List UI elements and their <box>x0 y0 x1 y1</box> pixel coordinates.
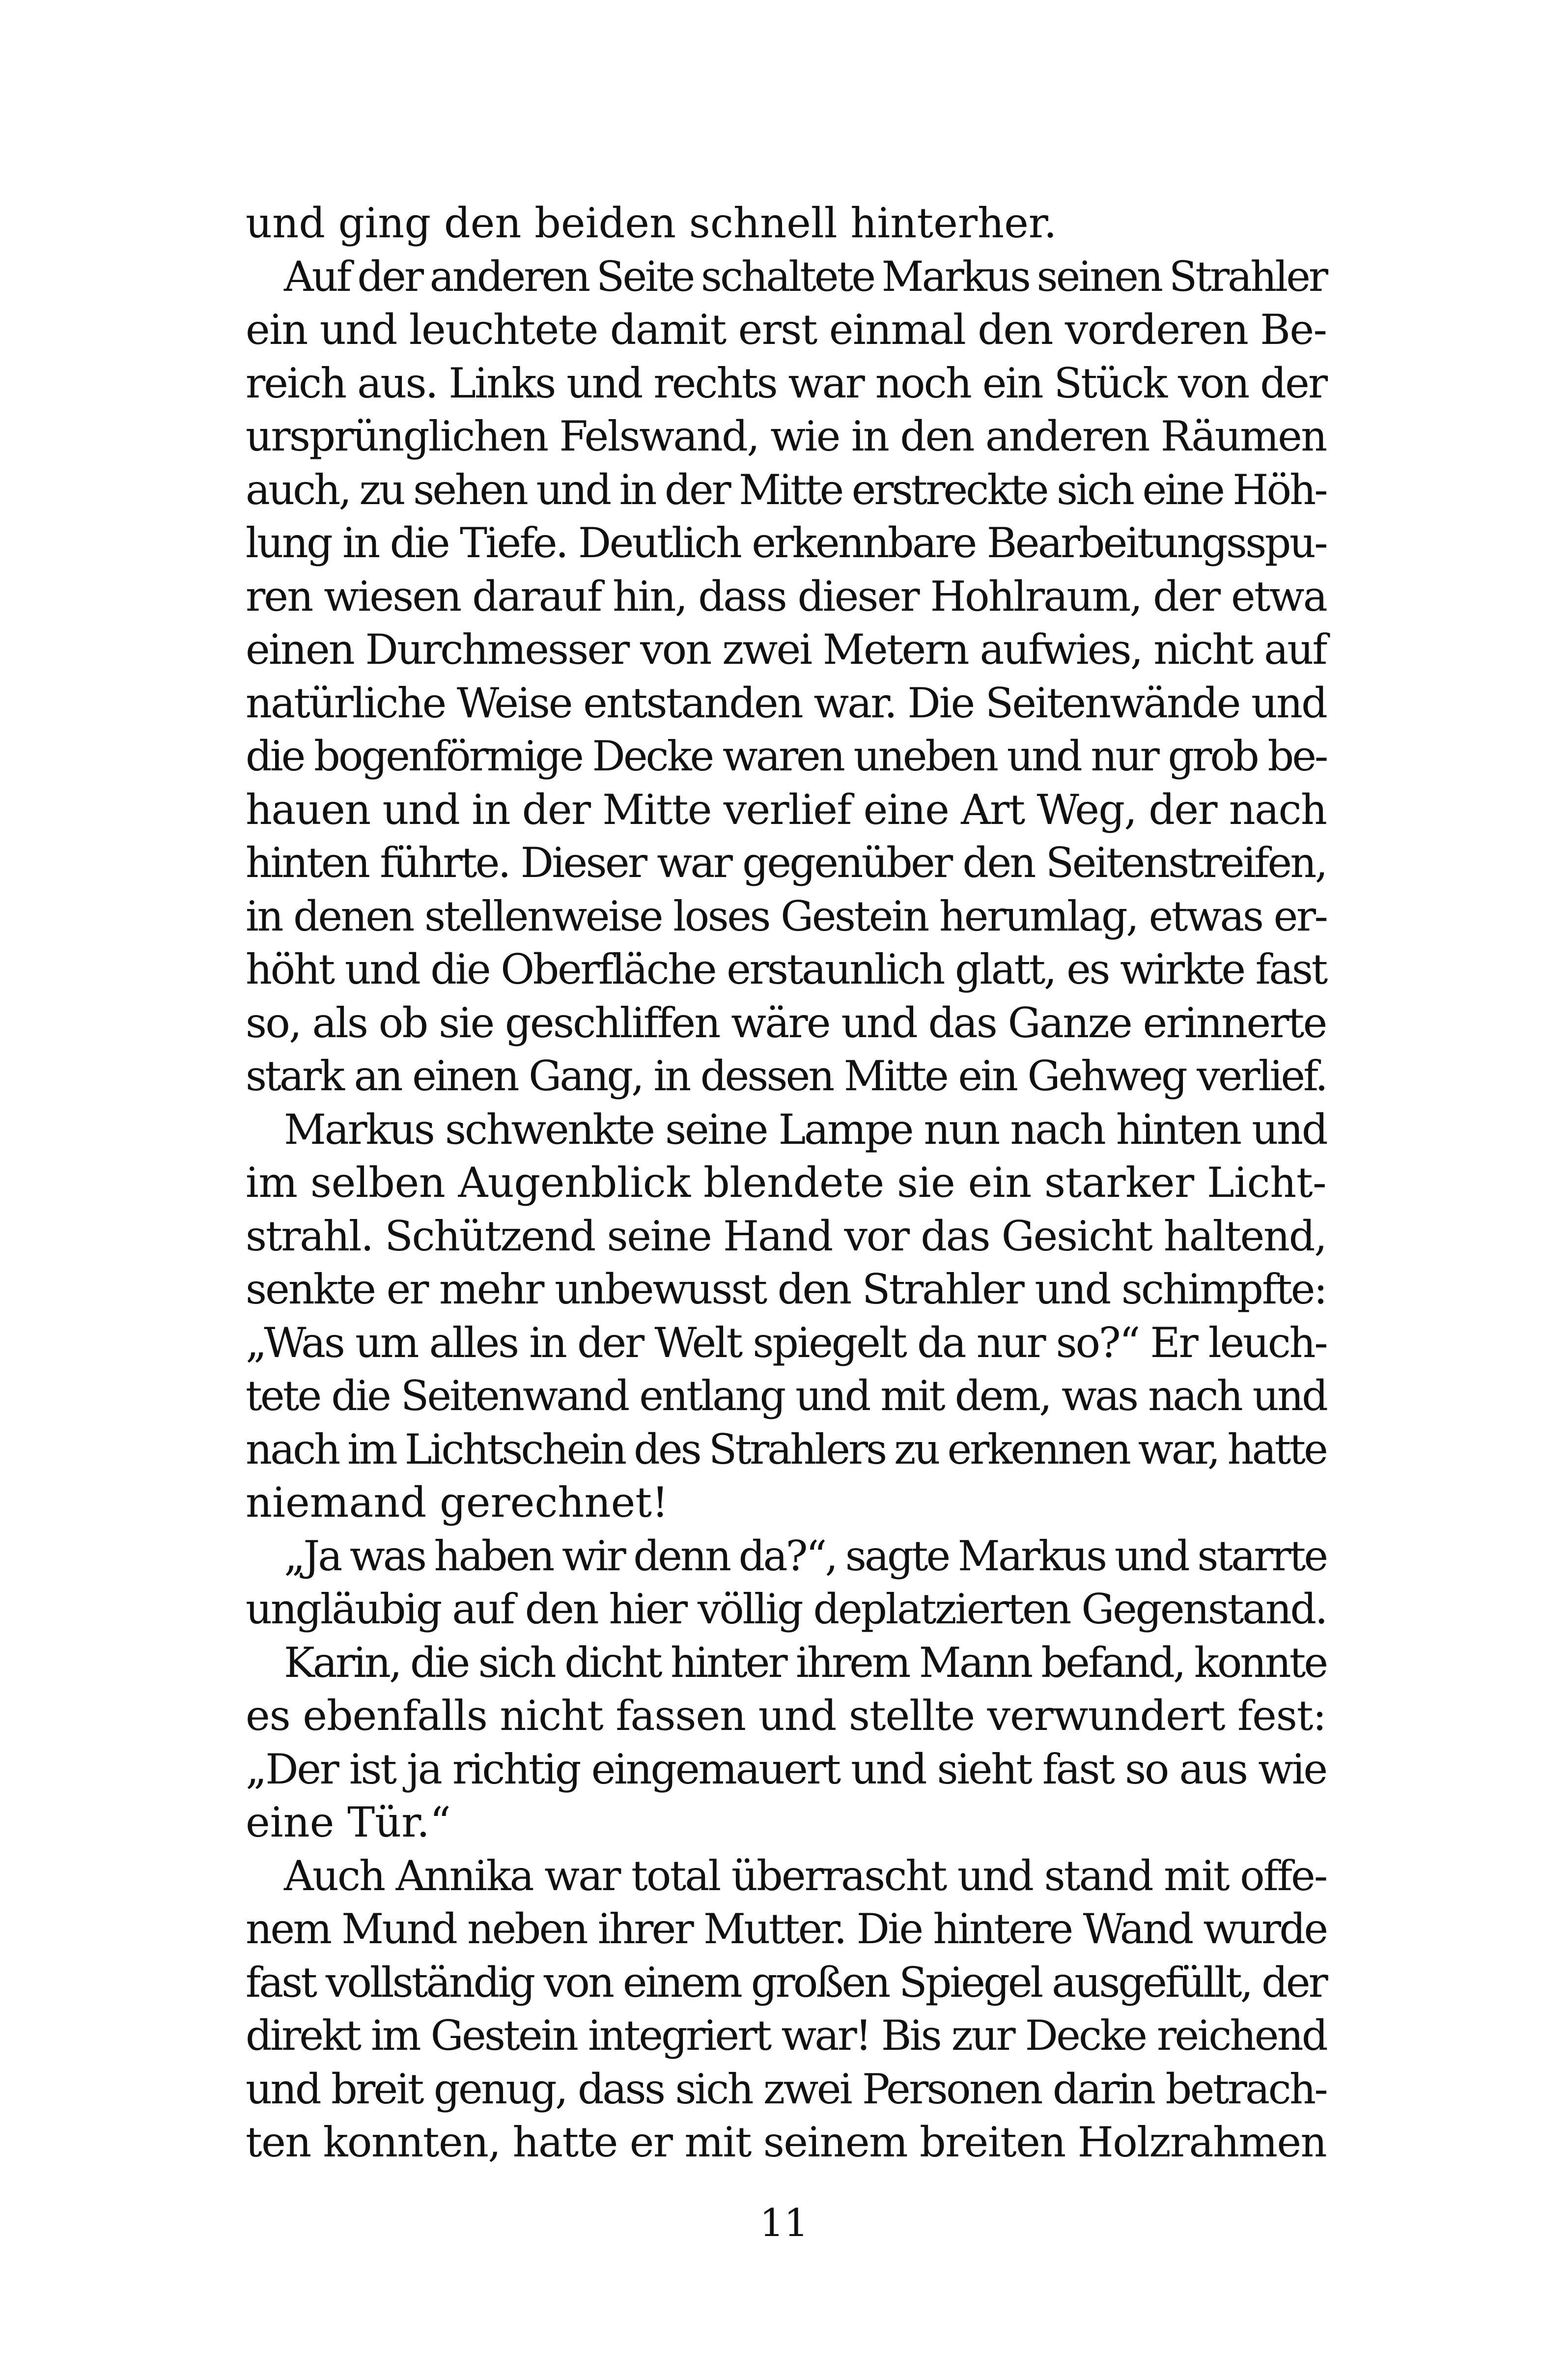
text-line: es ebenfalls nicht fassen und stellte verwundert fest: <box>246 1692 1326 1740</box>
text-line: tete die Seitenwand entlang und mit dem, was nach und <box>246 1372 1326 1420</box>
text-line: fast vollständig von einem großen Spiegel ausgefüllt, der <box>246 1958 1326 2007</box>
text-line: hinten führte. Dieser war gegenüber den Seitenstreifen, <box>246 839 1326 887</box>
text-line: niemand gerechnet! <box>246 1478 669 1527</box>
text-line: „Was um alles in der Welt spiegelt da nur so?“ Er leuch- <box>246 1319 1327 1367</box>
text-line: im selben Augenblick blendete sie ein starker Licht- <box>246 1159 1327 1207</box>
text-line: nem Mund neben ihrer Mutter. Die hintere Wand wurde <box>246 1905 1327 1953</box>
text-line: ein und leuchtete damit erst einmal den vorderen Be- <box>246 306 1327 354</box>
text-line: eine Tür.“ <box>246 1798 451 1846</box>
text-line: strahl. Schützend seine Hand vor das Gesicht haltend, <box>246 1212 1326 1260</box>
text-line: auch, zu sehen und in der Mitte erstreckte sich eine Höh- <box>246 466 1326 514</box>
text-line: ungläubig auf den hier völlig deplatzierten Gegenstand. <box>246 1585 1327 1633</box>
text-line: natürliche Weise entstanden war. Die Seitenwände und <box>246 679 1326 727</box>
text-line: Markus schwenkte seine Lampe nun nach hinten und <box>284 1105 1327 1154</box>
text-line: Karin, die sich dicht hinter ihrem Mann befand, konnte <box>284 1639 1327 1687</box>
text-line: einen Durchmesser von zwei Metern aufwies, nicht auf <box>246 625 1326 674</box>
text-line: höht und die Oberfläche erstaunlich glatt, es wirkte fast <box>246 945 1326 993</box>
text-line: ursprünglichen Felswand, wie in den anderen Räumen <box>246 412 1326 460</box>
page-number: 11 <box>759 2201 809 2245</box>
text-line: stark an einen Gang, in dessen Mitte ein Gehweg verlief. <box>246 1052 1326 1100</box>
text-line: reich aus. Links und rechts war noch ein Stück von der <box>246 359 1327 407</box>
text-line: und breit genug, dass sich zwei Personen darin betrach- <box>246 2065 1327 2113</box>
text-line: Auch Annika war total überrascht und stand mit offe- <box>284 1852 1327 1900</box>
text-line: nach im Lichtschein des Strahlers zu erkennen war, hatte <box>246 1425 1326 1473</box>
text-line: „Ja was haben wir denn da?“, sagte Markus und starrte <box>284 1532 1327 1580</box>
text-line: und ging den beiden schnell hinterher. <box>246 199 1057 247</box>
text-line: „Der ist ja richtig eingemauert und sieht fast so aus wie <box>246 1745 1326 1793</box>
text-line: ren wiesen darauf hin, dass dieser Hohlraum, der etwa <box>246 572 1326 621</box>
text-line: hauen und in der Mitte verlief eine Art Weg, der nach <box>246 786 1327 834</box>
text-line: so, als ob sie geschliffen wäre und das Ganze erinnerte <box>246 999 1326 1047</box>
text-line: direkt im Gestein integriert war! Bis zur Decke reichend <box>246 2011 1326 2060</box>
text-line: Auf der anderen Seite schaltete Markus seinen Strahler <box>284 253 1327 301</box>
text-line: in denen stellenweise loses Gestein herumlag, etwas er- <box>246 892 1327 940</box>
text-line: die bogenförmige Decke waren uneben und nur grob be- <box>246 732 1327 780</box>
text-line: ten konnten, hatte er mit seinem breiten Holzrahmen <box>246 2118 1326 2166</box>
text-line: lung in die Tiefe. Deutlich erkennbare Bearbeitungsspu- <box>246 519 1326 567</box>
text-line: senkte er mehr unbewusst den Strahler und schimpfte: <box>246 1265 1326 1313</box>
